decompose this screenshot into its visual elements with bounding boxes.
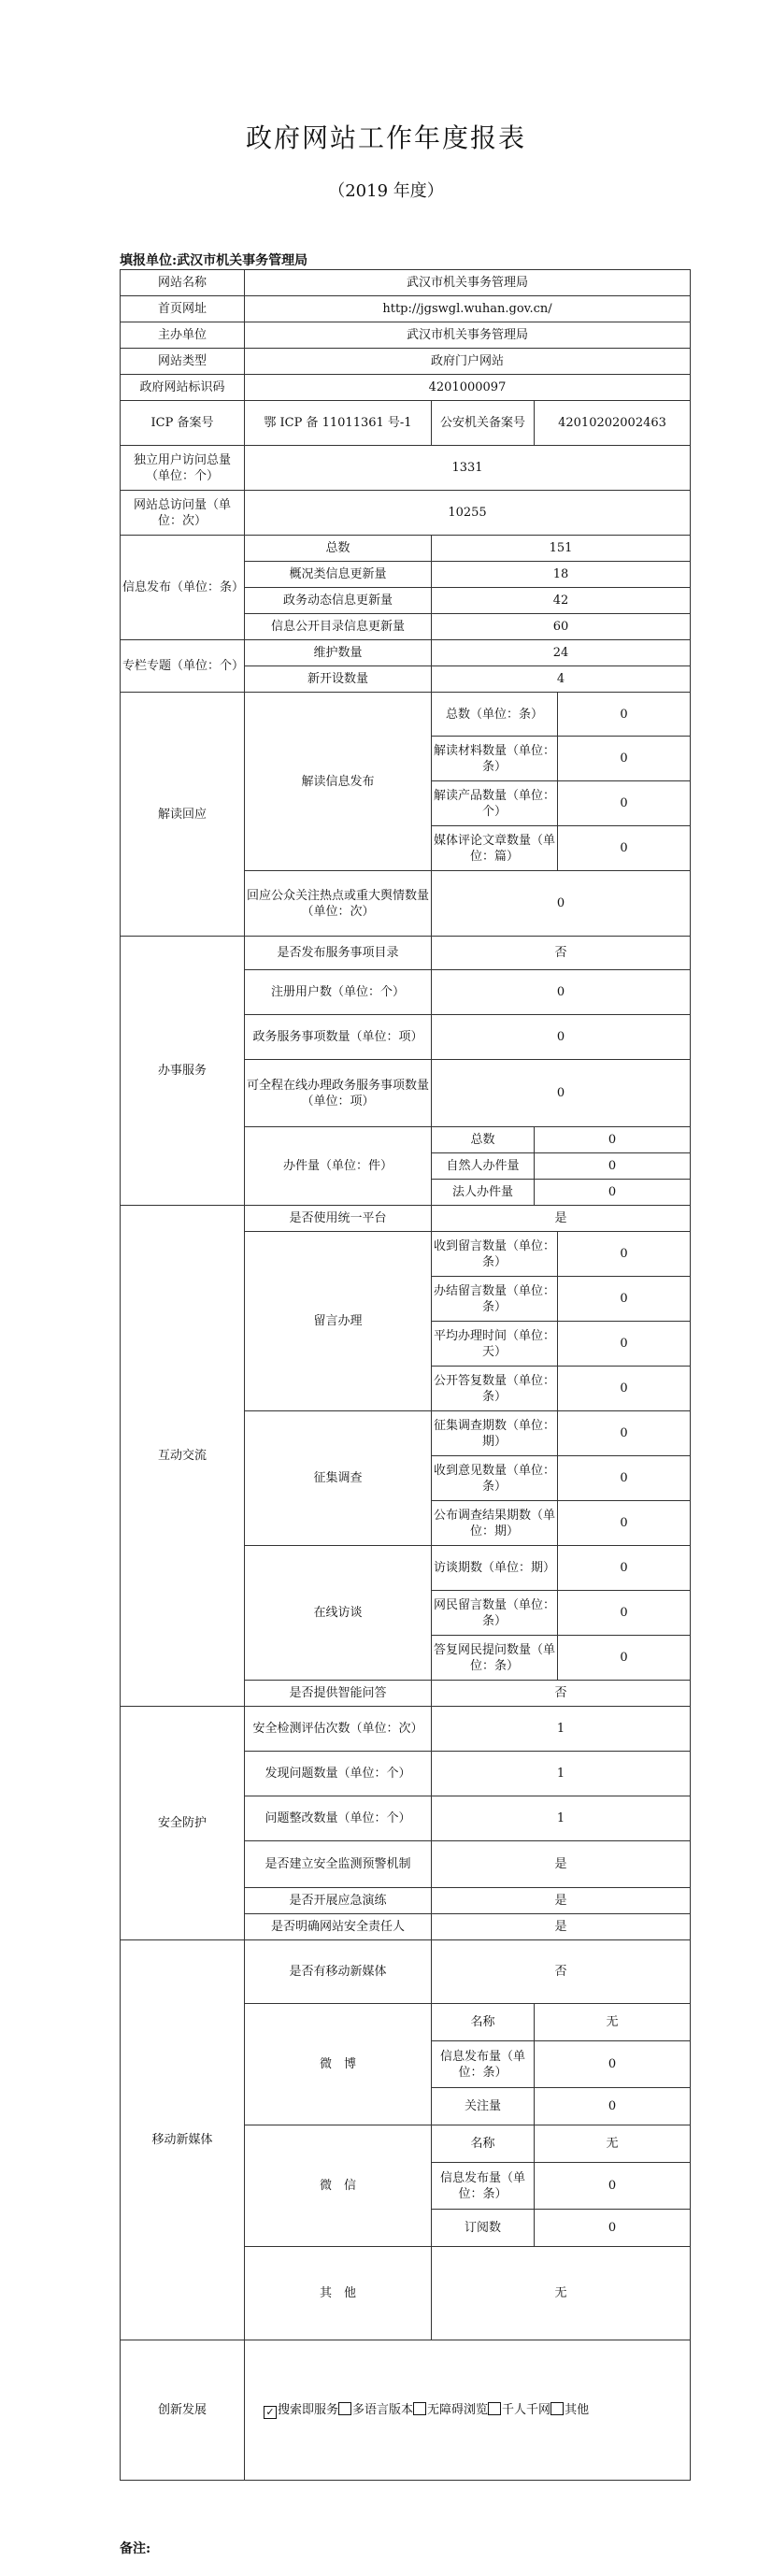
- row-icp: [121, 401, 691, 446]
- option-personalized[interactable]: [488, 2403, 550, 2417]
- cell-label: 解读材料数量（单位：条）: [432, 737, 558, 781]
- cell-label: 是否提供智能问答: [245, 1681, 432, 1707]
- cell-label: 是否明确网站安全责任人: [245, 1914, 432, 1940]
- cell-value: 政府门户网站: [245, 349, 691, 375]
- option-label: 其他: [565, 2402, 590, 2417]
- cell-value: 否: [432, 937, 691, 970]
- cell-label: 平均办理时间（单位：天）: [432, 1322, 558, 1367]
- cell-label: 征集调查期数（单位：期）: [432, 1411, 558, 1456]
- cell-label: 答复网民提问数量（单位：条）: [432, 1636, 558, 1681]
- cell-value: 42010202002463: [535, 401, 691, 446]
- cell-label: 问题整改数量（单位：个）: [245, 1796, 432, 1841]
- cell-label: 回应公众关注热点或重大舆情数量（单位：次）: [245, 871, 432, 937]
- option-other[interactable]: [550, 2403, 589, 2417]
- cell-label: 网站类型: [121, 349, 245, 375]
- cell-value: 0: [558, 1367, 691, 1411]
- cell-label: 政务服务事项数量（单位：项）: [245, 1015, 432, 1060]
- cell-value: 10255: [245, 491, 691, 536]
- cell-value: 无: [535, 2125, 691, 2163]
- cell-value: 是: [432, 1888, 691, 1914]
- cell-value: 无: [535, 2004, 691, 2041]
- cell-label: 自然人办件量: [432, 1153, 535, 1180]
- cell-value: 1: [432, 1707, 691, 1752]
- cell-label: 收到意见数量（单位：条）: [432, 1456, 558, 1501]
- cell-label: 名称: [432, 2125, 535, 2163]
- cell-label: 订阅数: [432, 2210, 535, 2247]
- cell-label: 收到留言数量（单位：条）: [432, 1232, 558, 1277]
- cell-label: 媒体评论文章数量（单位：篇）: [432, 826, 558, 871]
- innovation-options: [245, 2340, 691, 2481]
- cell-value: 60: [432, 614, 691, 640]
- cell-value: 0: [558, 1636, 691, 1681]
- cell-value: 1331: [245, 446, 691, 491]
- cell-label: 可全程在线办理政务服务事项数量（单位：项）: [245, 1060, 432, 1127]
- option-search-service[interactable]: [264, 2403, 338, 2417]
- cell-value: 0: [558, 1277, 691, 1322]
- cell-label: 安全检测评估次数（单位：次）: [245, 1707, 432, 1752]
- cell-value: 0: [558, 1501, 691, 1546]
- report-table: [120, 269, 691, 2481]
- cell-label: 微 信: [245, 2125, 432, 2247]
- cell-label: 信息发布量（单位：条）: [432, 2041, 535, 2088]
- cell-label: 注册用户数（单位：个）: [245, 970, 432, 1015]
- cell-value: 否: [432, 1940, 691, 2004]
- cell-label: 关注量: [432, 2088, 535, 2125]
- row-home-url: [121, 296, 691, 322]
- cell-value: 0: [535, 1127, 691, 1153]
- cell-label: 总数: [245, 536, 432, 562]
- cell-label: 政务动态信息更新量: [245, 588, 432, 614]
- cell-value: 0: [535, 2163, 691, 2210]
- cell-value: 0: [558, 1322, 691, 1367]
- option-multilingual[interactable]: [338, 2403, 413, 2417]
- cell-value: 0: [558, 781, 691, 826]
- cell-label: 解读信息发布: [245, 693, 432, 871]
- cell-value: 0: [432, 871, 691, 937]
- section-interaction: 互动交流: [121, 1206, 245, 1707]
- row-innovation: [121, 2340, 691, 2481]
- row-mobile-has: [121, 1940, 691, 2004]
- checkbox-empty-icon[interactable]: [413, 2402, 426, 2415]
- cell-label: 主办单位: [121, 322, 245, 349]
- row-sponsor: [121, 322, 691, 349]
- cell-value: 是: [432, 1206, 691, 1232]
- section-mobile: 移动新媒体: [121, 1940, 245, 2340]
- cell-label: 网站总访问量（单位：次）: [121, 491, 245, 536]
- cell-value: 是: [432, 1914, 691, 1940]
- cell-label: 总数: [432, 1127, 535, 1153]
- row-pv: [121, 491, 691, 536]
- cell-label: 名称: [432, 2004, 535, 2041]
- row-sec-tests: [121, 1707, 691, 1752]
- cell-label: 留言办理: [245, 1232, 432, 1411]
- cell-label: 公开答复数量（单位：条）: [432, 1367, 558, 1411]
- row-interpret-total: [121, 693, 691, 737]
- cell-label: 新开设数量: [245, 666, 432, 693]
- row-site-type: [121, 349, 691, 375]
- cell-label: 办件量（单位：件）: [245, 1127, 432, 1206]
- cell-value: 1: [432, 1752, 691, 1796]
- cell-label: 是否建立安全监测预警机制: [245, 1841, 432, 1888]
- section-interpret: 解读回应: [121, 693, 245, 937]
- cell-label: 办结留言数量（单位：条）: [432, 1277, 558, 1322]
- cell-value: 是: [432, 1841, 691, 1888]
- cell-label: 公安机关备案号: [432, 401, 535, 446]
- row-service-catalog: [121, 937, 691, 970]
- cell-value: 无: [432, 2247, 691, 2340]
- cell-label: 网站名称: [121, 270, 245, 296]
- option-label: 搜索即服务: [278, 2402, 339, 2417]
- cell-value: 151: [432, 536, 691, 562]
- checkbox-checked-icon[interactable]: ✓: [264, 2406, 277, 2419]
- cell-label: 网民留言数量（单位：条）: [432, 1591, 558, 1636]
- cell-label: 发现问题数量（单位：个）: [245, 1752, 432, 1796]
- cell-value: 0: [432, 970, 691, 1015]
- cell-label: 解读产品数量（单位：个）: [432, 781, 558, 826]
- cell-value: 武汉市机关事务管理局: [245, 270, 691, 296]
- cell-label: 微 博: [245, 2004, 432, 2125]
- option-label: 多语言版本: [352, 2402, 414, 2417]
- cell-value: 0: [535, 2210, 691, 2247]
- cell-label: 信息公开目录信息更新量: [245, 614, 432, 640]
- cell-value: 0: [558, 737, 691, 781]
- cell-value: 42: [432, 588, 691, 614]
- option-label: 无障碍浏览: [427, 2402, 489, 2417]
- cell-value: 否: [432, 1681, 691, 1707]
- checkbox-empty-icon[interactable]: [550, 2402, 564, 2415]
- cell-label: 是否使用统一平台: [245, 1206, 432, 1232]
- cell-label: 法人办件量: [432, 1180, 535, 1206]
- cell-value: 0: [535, 2088, 691, 2125]
- note-label: 备注:: [120, 2541, 151, 2556]
- report-year: （2019 年度）: [328, 181, 444, 201]
- section-service: 办事服务: [121, 937, 245, 1206]
- cell-value: 0: [558, 1232, 691, 1277]
- section-security: 安全防护: [121, 1707, 245, 1940]
- cell-label: 政府网站标识码: [121, 375, 245, 401]
- cell-value: 0: [558, 1546, 691, 1591]
- cell-value: 24: [432, 640, 691, 666]
- section-info: 信息发布（单位：条）: [121, 536, 245, 640]
- cell-value: 0: [535, 1180, 691, 1206]
- report-title: 政府网站工作年度报表: [245, 122, 526, 153]
- cell-label: 其 他: [245, 2247, 432, 2340]
- row-uv: [121, 446, 691, 491]
- cell-label: 是否发布服务事项目录: [245, 937, 432, 970]
- cell-label: 公布调查结果期数（单位：期）: [432, 1501, 558, 1546]
- cell-value: 0: [535, 2041, 691, 2088]
- cell-value: 武汉市机关事务管理局: [245, 322, 691, 349]
- cell-label: 信息发布量（单位：条）: [432, 2163, 535, 2210]
- cell-value: 0: [535, 1153, 691, 1180]
- cell-value: 0: [432, 1060, 691, 1127]
- cell-value: 0: [558, 1456, 691, 1501]
- cell-label: 维护数量: [245, 640, 432, 666]
- option-accessibility[interactable]: [413, 2403, 488, 2417]
- home-url-link[interactable]: http://jgswgl.wuhan.gov.cn/: [245, 296, 691, 322]
- filing-unit: 填报单位:武汉市机关事务管理局: [120, 253, 308, 268]
- cell-label: 首页网址: [121, 296, 245, 322]
- checkbox-empty-icon[interactable]: [488, 2402, 501, 2415]
- cell-label: 征集调查: [245, 1411, 432, 1546]
- section-topic: 专栏专题（单位：个）: [121, 640, 245, 693]
- row-gov-id: [121, 375, 691, 401]
- cell-value: 鄂 ICP 备 11011361 号-1: [245, 401, 432, 446]
- cell-value: 0: [558, 826, 691, 871]
- cell-label: 独立用户访问总量（单位：个）: [121, 446, 245, 491]
- section-innovation: 创新发展: [121, 2340, 245, 2481]
- cell-label: ICP 备案号: [121, 401, 245, 446]
- cell-value: 4201000097: [245, 375, 691, 401]
- cell-value: 4: [432, 666, 691, 693]
- cell-label: 是否有移动新媒体: [245, 1940, 432, 2004]
- row-info-total: [121, 536, 691, 562]
- cell-label: 概况类信息更新量: [245, 562, 432, 588]
- row-topic-maintain: [121, 640, 691, 666]
- cell-value: 0: [558, 693, 691, 737]
- cell-value: 0: [558, 1411, 691, 1456]
- cell-label: 访谈期数（单位：期）: [432, 1546, 558, 1591]
- row-site-name: [121, 270, 691, 296]
- option-label: 千人千网: [502, 2402, 551, 2417]
- cell-value: 1: [432, 1796, 691, 1841]
- checkbox-empty-icon[interactable]: [338, 2402, 351, 2415]
- cell-value: 18: [432, 562, 691, 588]
- cell-label: 总数（单位：条）: [432, 693, 558, 737]
- cell-label: 在线访谈: [245, 1546, 432, 1681]
- cell-value: 0: [432, 1015, 691, 1060]
- cell-label: 是否开展应急演练: [245, 1888, 432, 1914]
- row-interaction-unified: [121, 1206, 691, 1232]
- cell-value: 0: [558, 1591, 691, 1636]
